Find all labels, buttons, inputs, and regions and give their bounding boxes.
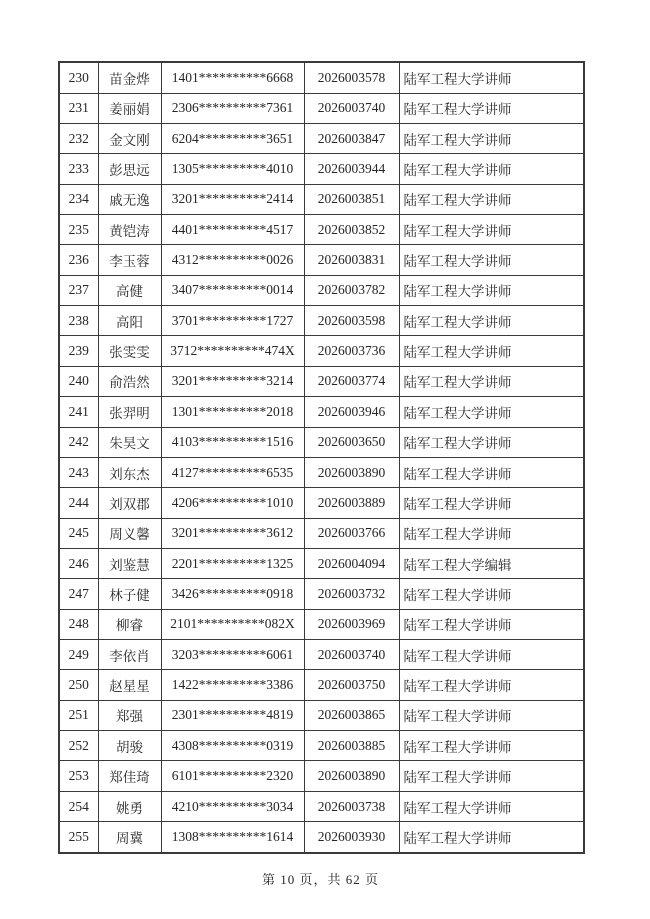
name-cell: 戚无逸: [98, 184, 161, 214]
code-cell: 2026003782: [304, 275, 399, 305]
id-cell: 6101**********2320: [161, 761, 304, 791]
position-cell: 陆军工程大学讲师: [399, 366, 584, 396]
id-cell: 1422**********3386: [161, 670, 304, 700]
name-cell: 郑强: [98, 700, 161, 730]
name-cell: 刘鉴慧: [98, 548, 161, 578]
id-cell: 2306**********7361: [161, 93, 304, 123]
page-number-footer: 第 10 页，共 62 页: [261, 872, 379, 887]
position-cell: 陆军工程大学讲师: [399, 336, 584, 366]
seq-cell: 238: [59, 306, 98, 336]
position-cell: 陆军工程大学编辑: [399, 548, 584, 578]
table-row: [59, 731, 584, 761]
id-cell: 3712**********474X: [161, 336, 304, 366]
table-row: [59, 640, 584, 670]
id-cell: 1401**********6668: [161, 62, 304, 93]
position-cell: 陆军工程大学讲师: [399, 245, 584, 275]
name-cell: 彭思远: [98, 154, 161, 184]
position-cell: 陆军工程大学讲师: [399, 154, 584, 184]
code-cell: 2026003736: [304, 336, 399, 366]
name-cell: 胡骏: [98, 731, 161, 761]
id-cell: 3407**********0014: [161, 275, 304, 305]
code-cell: 2026003774: [304, 366, 399, 396]
name-cell: 苗金烨: [98, 62, 161, 93]
position-cell: 陆军工程大学讲师: [399, 579, 584, 609]
id-cell: 3201**********3612: [161, 518, 304, 548]
name-cell: 林子健: [98, 579, 161, 609]
position-cell: 陆军工程大学讲师: [399, 609, 584, 639]
seq-cell: 248: [59, 609, 98, 639]
position-cell: 陆军工程大学讲师: [399, 397, 584, 427]
seq-cell: 233: [59, 154, 98, 184]
name-cell: 周冀: [98, 822, 161, 853]
seq-cell: 240: [59, 366, 98, 396]
name-cell: 李玉蓉: [98, 245, 161, 275]
position-cell: 陆军工程大学讲师: [399, 640, 584, 670]
code-cell: 2026003865: [304, 700, 399, 730]
table-row: [59, 700, 584, 730]
table-row: [59, 215, 584, 245]
position-cell: 陆军工程大学讲师: [399, 457, 584, 487]
name-cell: 俞浩然: [98, 366, 161, 396]
table-row: [59, 791, 584, 821]
code-cell: 2026003890: [304, 457, 399, 487]
seq-cell: 245: [59, 518, 98, 548]
code-cell: 2026003969: [304, 609, 399, 639]
seq-cell: 234: [59, 184, 98, 214]
seq-cell: 241: [59, 397, 98, 427]
table-row: [59, 306, 584, 336]
seq-cell: 254: [59, 791, 98, 821]
table-row: [59, 822, 584, 853]
name-cell: 姜丽娟: [98, 93, 161, 123]
position-cell: 陆军工程大学讲师: [399, 427, 584, 457]
seq-cell: 232: [59, 123, 98, 153]
id-cell: 3201**********2414: [161, 184, 304, 214]
seq-cell: 243: [59, 457, 98, 487]
table-row: [59, 336, 584, 366]
code-cell: 2026003650: [304, 427, 399, 457]
name-cell: 朱昊文: [98, 427, 161, 457]
table-row: [59, 548, 584, 578]
position-cell: 陆军工程大学讲师: [399, 761, 584, 791]
code-cell: 2026004094: [304, 548, 399, 578]
position-cell: 陆军工程大学讲师: [399, 731, 584, 761]
id-cell: 6204**********3651: [161, 123, 304, 153]
code-cell: 2026003740: [304, 640, 399, 670]
name-cell: 张羿明: [98, 397, 161, 427]
id-cell: 1308**********1614: [161, 822, 304, 853]
seq-cell: 252: [59, 731, 98, 761]
id-cell: 4312**********0026: [161, 245, 304, 275]
table-row: [59, 579, 584, 609]
name-cell: 高阳: [98, 306, 161, 336]
position-cell: 陆军工程大学讲师: [399, 670, 584, 700]
seq-cell: 251: [59, 700, 98, 730]
roster-table: [58, 61, 585, 854]
name-cell: 金文刚: [98, 123, 161, 153]
code-cell: 2026003890: [304, 761, 399, 791]
name-cell: 黄铠涛: [98, 215, 161, 245]
seq-cell: 239: [59, 336, 98, 366]
id-cell: 1305**********4010: [161, 154, 304, 184]
id-cell: 2101**********082X: [161, 609, 304, 639]
position-cell: 陆军工程大学讲师: [399, 822, 584, 853]
code-cell: 2026003946: [304, 397, 399, 427]
position-cell: 陆军工程大学讲师: [399, 62, 584, 93]
position-cell: 陆军工程大学讲师: [399, 215, 584, 245]
table-row: [59, 275, 584, 305]
id-cell: 4401**********4517: [161, 215, 304, 245]
table-row: [59, 609, 584, 639]
id-cell: 4206**********1010: [161, 488, 304, 518]
code-cell: 2026003578: [304, 62, 399, 93]
position-cell: 陆军工程大学讲师: [399, 123, 584, 153]
code-cell: 2026003885: [304, 731, 399, 761]
seq-cell: 255: [59, 822, 98, 853]
code-cell: 2026003851: [304, 184, 399, 214]
seq-cell: 237: [59, 275, 98, 305]
code-cell: 2026003930: [304, 822, 399, 853]
id-cell: 2301**********4819: [161, 700, 304, 730]
code-cell: 2026003766: [304, 518, 399, 548]
code-cell: 2026003847: [304, 123, 399, 153]
name-cell: 李依肖: [98, 640, 161, 670]
name-cell: 柳睿: [98, 609, 161, 639]
name-cell: 高健: [98, 275, 161, 305]
id-cell: 4308**********0319: [161, 731, 304, 761]
table-row: [59, 761, 584, 791]
code-cell: 2026003750: [304, 670, 399, 700]
seq-cell: 236: [59, 245, 98, 275]
seq-cell: 253: [59, 761, 98, 791]
table-row: [59, 366, 584, 396]
name-cell: 刘双郡: [98, 488, 161, 518]
seq-cell: 247: [59, 579, 98, 609]
code-cell: 2026003889: [304, 488, 399, 518]
seq-cell: 244: [59, 488, 98, 518]
position-cell: 陆军工程大学讲师: [399, 518, 584, 548]
table-row: [59, 245, 584, 275]
id-cell: 4103**********1516: [161, 427, 304, 457]
table-row: [59, 670, 584, 700]
seq-cell: 231: [59, 93, 98, 123]
position-cell: 陆军工程大学讲师: [399, 488, 584, 518]
position-cell: 陆军工程大学讲师: [399, 791, 584, 821]
id-cell: 1301**********2018: [161, 397, 304, 427]
position-cell: 陆军工程大学讲师: [399, 306, 584, 336]
name-cell: 周义馨: [98, 518, 161, 548]
table-row: [59, 93, 584, 123]
position-cell: 陆军工程大学讲师: [399, 184, 584, 214]
table-row: [59, 488, 584, 518]
name-cell: 刘东杰: [98, 457, 161, 487]
table-row: [59, 123, 584, 153]
seq-cell: 249: [59, 640, 98, 670]
id-cell: 4210**********3034: [161, 791, 304, 821]
seq-cell: 242: [59, 427, 98, 457]
seq-cell: 230: [59, 62, 98, 93]
id-cell: 3701**********1727: [161, 306, 304, 336]
seq-cell: 250: [59, 670, 98, 700]
code-cell: 2026003944: [304, 154, 399, 184]
position-cell: 陆军工程大学讲师: [399, 93, 584, 123]
id-cell: 3426**********0918: [161, 579, 304, 609]
seq-cell: 246: [59, 548, 98, 578]
table-row: [59, 397, 584, 427]
table-row: [59, 427, 584, 457]
id-cell: 3201**********3214: [161, 366, 304, 396]
name-cell: 张雯雯: [98, 336, 161, 366]
id-cell: 2201**********1325: [161, 548, 304, 578]
id-cell: 4127**********6535: [161, 457, 304, 487]
code-cell: 2026003852: [304, 215, 399, 245]
table-body: [59, 62, 584, 853]
position-cell: 陆军工程大学讲师: [399, 275, 584, 305]
code-cell: 2026003738: [304, 791, 399, 821]
table-row: [59, 518, 584, 548]
name-cell: 赵星星: [98, 670, 161, 700]
id-cell: 3203**********6061: [161, 640, 304, 670]
code-cell: 2026003740: [304, 93, 399, 123]
table-row: [59, 154, 584, 184]
code-cell: 2026003831: [304, 245, 399, 275]
table-row: [59, 184, 584, 214]
seq-cell: 235: [59, 215, 98, 245]
code-cell: 2026003732: [304, 579, 399, 609]
table-row: [59, 62, 584, 93]
name-cell: 姚勇: [98, 791, 161, 821]
name-cell: 郑佳琦: [98, 761, 161, 791]
table-row: [59, 457, 584, 487]
code-cell: 2026003598: [304, 306, 399, 336]
position-cell: 陆军工程大学讲师: [399, 700, 584, 730]
